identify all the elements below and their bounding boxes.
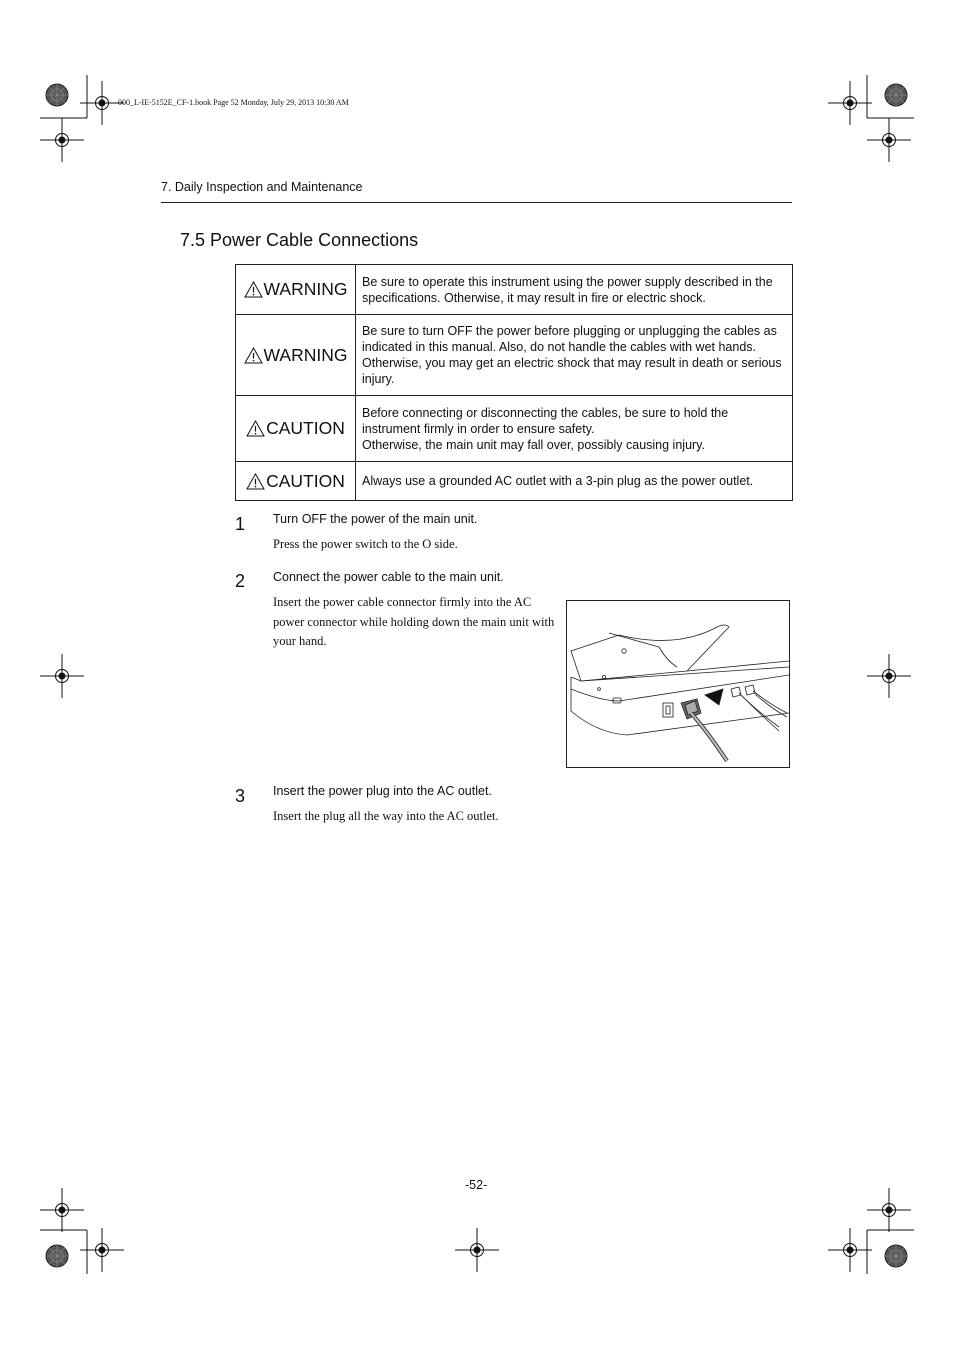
caution-triangle-icon (246, 473, 265, 490)
chapter-header: 7. Daily Inspection and Maintenance (161, 180, 363, 194)
warning-triangle-icon (244, 347, 263, 364)
notice-text: Be sure to operate this instrument using the power supply described in the specifications. Otherwise, it may result in fire or electric shock. (356, 265, 793, 315)
notice-level: CAUTION (266, 470, 345, 491)
caution-triangle-icon (246, 420, 265, 437)
notice-text: Before connecting or disconnecting the cables, be sure to hold the instrument firmly in order to ensure safety. Otherwise, the main unit may fall over, possibly causing injury. (356, 396, 793, 462)
notice-text: Be sure to turn OFF the power before plugging or unplugging the cables as indicated in this manual. Also, do not handle the cables with wet hands. Otherwise, you may get an electric shock that may result in death or serious injury. (356, 315, 793, 396)
step-number: 1 (235, 514, 246, 534)
step-heading: Turn OFF the power of the main unit. (273, 512, 478, 526)
notice-label-cell (236, 462, 356, 501)
notice-level: WARNING (263, 344, 348, 365)
notice-row (236, 462, 793, 501)
print-info: 000_L-IE-5152E_CF-1.book Page 52 Monday, July 29, 2013 10:30 AM (118, 98, 349, 107)
notice-row (236, 265, 793, 315)
notice-row (236, 315, 793, 396)
notice-label-cell (236, 265, 356, 315)
step-number: 2 (235, 571, 246, 591)
power-connection-illustration (566, 600, 790, 768)
cable-illustration (567, 601, 789, 767)
notice-label-cell (236, 396, 356, 462)
notice-text: Always use a grounded AC outlet with a 3-pin plug as the power outlet. (356, 462, 793, 501)
notice-level: CAUTION (266, 418, 345, 438)
notice-row (236, 396, 793, 462)
page-number: -52- (465, 1178, 488, 1192)
step-number: 3 (235, 786, 246, 806)
section-title: 7.5 Power Cable Connections (180, 230, 419, 250)
step-body: Press the power switch to the O side. (273, 537, 458, 551)
step-body: Insert the plug all the way into the AC outlet. (273, 809, 499, 823)
warning-triangle-icon (244, 281, 263, 298)
step-heading: Connect the power cable to the main unit. (273, 570, 504, 584)
notice-level: WARNING (263, 279, 348, 299)
safety-notice-table (235, 264, 793, 501)
header-rule (161, 202, 792, 203)
notice-label-cell (236, 315, 356, 396)
step-body: Insert the power cable connector firmly into the AC power connector while holding down the main unit with your hand. (273, 595, 555, 648)
step-heading: Insert the power plug into the AC outlet. (273, 784, 492, 798)
